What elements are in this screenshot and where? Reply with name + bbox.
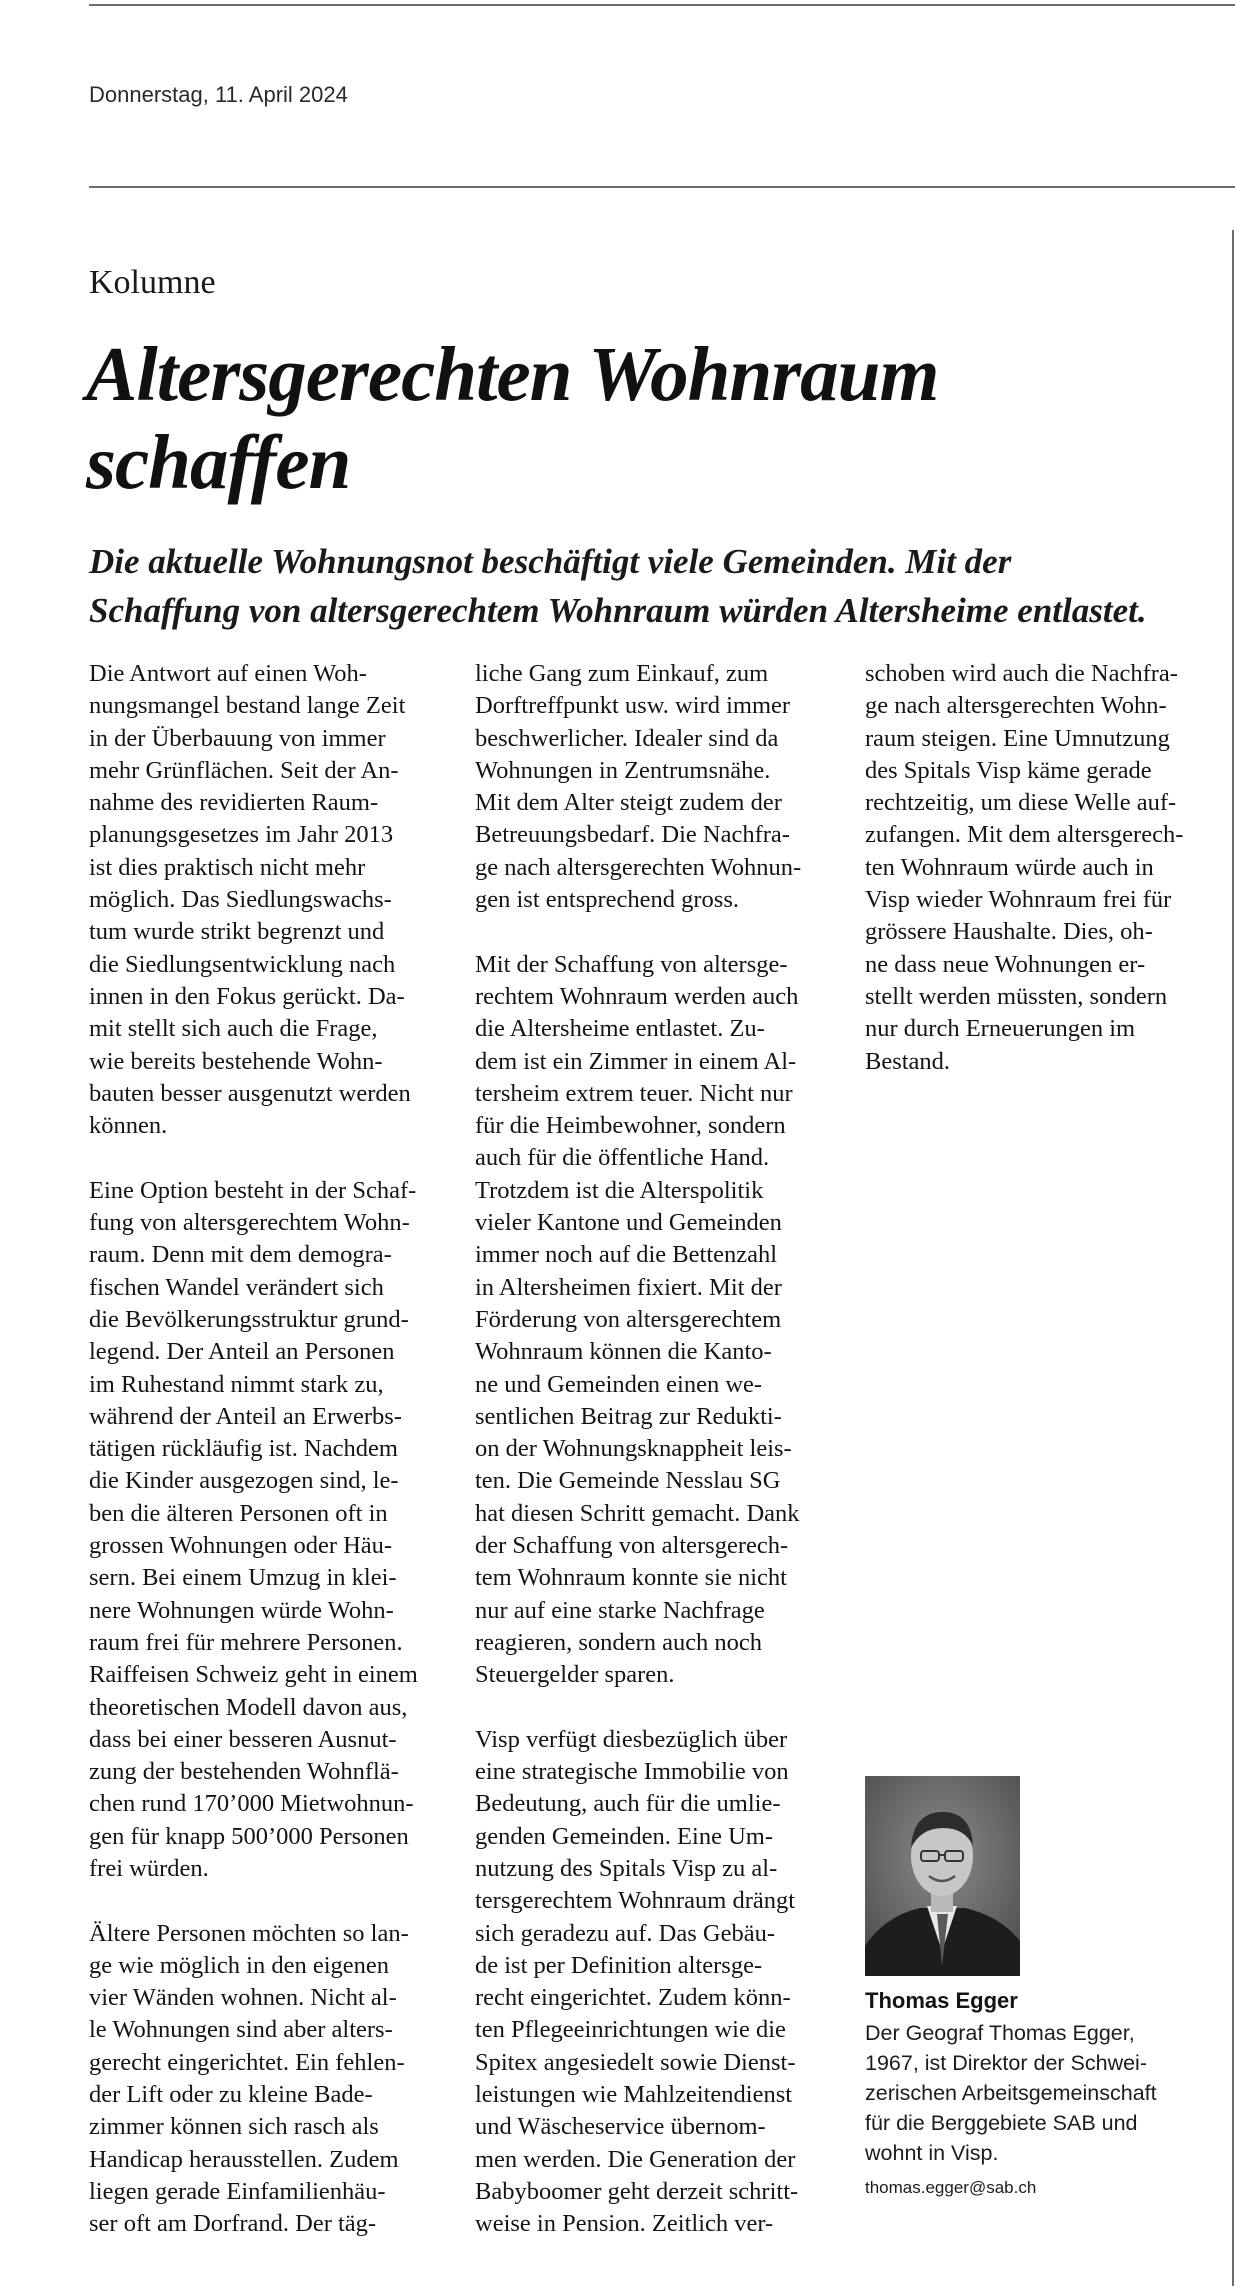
body-text-line: eine strategische Immobilie von [475,1758,789,1786]
body-text-line: der Lift oder zu kleine Bade- [89,2081,373,2109]
article-headline [86,330,1206,506]
body-text-line: liche Gang zum Einkauf, zum [475,660,769,687]
body-text-line: ten Wohnraum würde auch in [865,853,1154,881]
body-text-line: fung von altersgerechtem Wohn- [89,1209,410,1237]
body-text-line: tersgerechtem Wohnraum drängt [475,1887,796,1915]
header-divider [89,186,1235,188]
body-text-line: ge nach altersgerechten Wohnun- [475,853,802,881]
bio-line: zerischen Arbeitsgemeinschaft [865,2081,1157,2105]
body-text-line: rechtem Wohnraum werden auch [475,982,799,1010]
body-text-line: Wohnraum können die Kanto- [475,1338,772,1366]
body-text-line: zung der bestehenden Wohnflä- [89,1758,399,1786]
body-text-line: weise in Pension. Zeitlich ver- [475,2210,774,2238]
body-text-line: ser oft am Dorfrand. Der täg- [89,2210,377,2238]
lead-line: Die aktuelle Wohnungsnot beschäftigt viele Gemeinden. Mit der [89,542,1012,581]
body-text-line: sentlichen Beitrag zur Redukti- [475,1402,782,1430]
author-bio [865,2018,1225,2168]
body-text-line: in Altersheimen fixiert. Mit der [475,1273,782,1301]
body-text-line: Ältere Personen möchten so lan- [89,1919,409,1947]
body-text-line: liegen gerade Einfamilienhäu- [89,2177,386,2205]
body-text-line: für die Heimbewohner, sondern [475,1112,786,1140]
body-text-line: Handicap herausstellen. Zudem [89,2145,399,2173]
top-rule [89,4,1235,6]
page-edge-rule [1232,230,1234,2286]
body-text-line: dem ist ein Zimmer in einem Al- [475,1047,797,1075]
body-text-line: on der Wohnungsknappheit leis- [475,1435,792,1463]
body-text-line: Bedeutung, auch für die umlie- [475,1790,781,1818]
body-text-line: grössere Haushalte. Dies, oh- [865,918,1153,946]
body-text-line: ten. Die Gemeinde Nesslau SG [475,1467,781,1495]
body-text-line: tersheim extrem teuer. Nicht nur [475,1079,793,1107]
body-text-line: sern. Bei einem Umzug in klei- [89,1564,397,1592]
bio-line: 1967, ist Direktor der Schwei- [865,2051,1147,2075]
body-text-line: chen rund 170’000 Mietwohnun- [89,1790,414,1818]
body-text-line: zufangen. Mit dem altersgerech- [865,821,1184,849]
paragraph-gap [475,916,815,948]
paragraph-gap [89,1142,429,1174]
body-text-line: Wohnungen in Zentrumsnähe. [475,756,771,784]
body-text-line: raum frei für mehrere Personen. [89,1628,403,1656]
author-name: Thomas Egger [865,1988,1018,2013]
body-text-line: ist dies praktisch nicht mehr [89,853,366,881]
body-text-line: innen in den Fokus gerückt. Da- [89,982,405,1010]
body-text-line: die Bevölkerungsstruktur grund- [89,1305,409,1333]
paragraph-gap [89,1885,429,1917]
body-text-line: können. [89,1112,168,1140]
author-email: thomas.egger@sab.ch [865,2178,1037,2197]
body-text-line: fischen Wandel verändert sich [89,1273,384,1301]
body-text-line: Babyboomer geht derzeit schritt- [475,2177,799,2205]
bio-line: für die Berggebiete SAB und [865,2111,1138,2135]
headline-line: Altersgerechten Wohnraum [86,331,939,417]
body-text-line: Mit der Schaffung von altersge- [475,950,788,978]
body-text-line: nur auf eine starke Nachfrage [475,1596,765,1624]
body-text-line: Steuergelder sparen. [475,1661,675,1689]
body-text-line: nutzung des Spitals Visp zu al- [475,1854,778,1882]
body-text-line: ne und Gemeinden einen we- [475,1370,763,1398]
body-text-line: gen ist entsprechend gross. [475,886,739,914]
body-text-line: Mit dem Alter steigt zudem der [475,789,782,817]
body-text-line: de ist per Definition altersge- [475,1951,763,1979]
section-kicker: Kolumne [89,264,216,301]
body-text-line: der Schaffung von altersgerech- [475,1532,789,1560]
lead-line: Schaffung von altersgerechtem Wohnraum würden Altersheime entlastet. [89,591,1147,630]
body-text-line: zimmer können sich rasch als [89,2113,379,2141]
body-text-line: legend. Der Anteil an Personen [89,1338,395,1366]
body-text-line: während der Anteil an Erwerbs- [89,1402,402,1430]
body-text-line: die Siedlungsentwicklung nach [89,950,396,978]
text-column-2 [475,658,815,2241]
body-text-line: auch für die öffentliche Hand. [475,1144,770,1172]
body-text-line: tem Wohnraum konnte sie nicht [475,1564,787,1592]
body-text-line: rechtzeitig, um diese Welle auf- [865,789,1177,817]
body-text-line: des Spitals Visp käme gerade [865,756,1152,784]
body-text-line: ge nach altersgerechten Wohn- [865,692,1167,720]
body-text-line: ten Pflegeeinrichtungen wie die [475,2016,786,2044]
body-text-line: Eine Option besteht in der Schaf- [89,1176,417,1204]
body-text-line: wie bereits bestehende Wohn- [89,1047,383,1075]
body-text-line: tätigen rückläufig ist. Nachdem [89,1435,398,1463]
body-text-line: im Ruhestand nimmt stark zu, [89,1370,384,1398]
body-text-line: die Kinder ausgezogen sind, le- [89,1467,399,1495]
body-text-line: und Wäscheservice übernom- [475,2113,766,2141]
body-text-line: Betreuungsbedarf. Die Nachfra- [475,821,790,849]
publication-date: Donnerstag, 11. April 2024 [89,82,348,107]
body-text-line: bauten besser ausgenutzt werden [89,1079,411,1107]
body-text-line: nur durch Erneuerungen im [865,1015,1136,1043]
body-text-line: leistungen wie Mahlzeitendienst [475,2081,793,2109]
body-text-line: Trotzdem ist die Alterspolitik [475,1176,764,1204]
body-text-line: ben die älteren Personen oft in [89,1499,388,1527]
body-text-line: möglich. Das Siedlungswachs- [89,886,392,914]
body-text-line: mehr Grünflächen. Seit der An- [89,756,399,784]
body-text-line: gen für knapp 500’000 Personen [89,1822,409,1850]
body-text-line: nere Wohnungen würde Wohn- [89,1596,394,1624]
body-text-line: Die Antwort auf einen Woh- [89,660,367,687]
author-portrait [865,1776,1020,1976]
body-text-line: in der Überbauung von immer [89,724,386,752]
bio-line: Der Geograf Thomas Egger, [865,2021,1135,2045]
body-text-line: frei würden. [89,1854,209,1882]
text-column-3 [865,658,1205,1078]
body-text-line: hat diesen Schritt gemacht. Dank [475,1499,800,1527]
body-text-line: gerecht eingerichtet. Ein fehlen- [89,2048,405,2076]
body-text-line: Raiffeisen Schweiz geht in einem [89,1661,418,1689]
text-column-1 [89,658,429,2241]
body-text-line: genden Gemeinden. Eine Um- [475,1822,773,1850]
body-text-line: men werden. Die Generation der [475,2145,796,2173]
body-text-line: immer noch auf die Bettenzahl [475,1241,778,1269]
body-text-line: raum. Denn mit dem demogra- [89,1241,392,1269]
article-lead [89,537,1229,635]
body-text-line: planungsgesetzes im Jahr 2013 [89,821,394,849]
body-text-line: Visp verfügt diesbezüglich über [475,1725,788,1753]
body-text-line: vieler Kantone und Gemeinden [475,1209,782,1237]
paragraph-gap [475,1692,815,1724]
body-text-line: beschwerlicher. Idealer sind da [475,724,779,752]
body-text-line: nungsmangel bestand lange Zeit [89,692,406,720]
body-text-line: tum wurde strikt begrenzt und [89,918,385,946]
body-text-line: grossen Wohnungen oder Häu- [89,1532,393,1560]
body-text-line: sich geradezu auf. Das Gebäu- [475,1919,775,1947]
body-text-line: vier Wänden wohnen. Nicht al- [89,1984,397,2012]
body-text-line: reagieren, sondern auch noch [475,1628,763,1656]
body-text-line: mit stellt sich auch die Frage, [89,1015,378,1043]
headline-line: schaffen [86,419,351,505]
body-text-line: Förderung von altersgerechtem [475,1305,782,1333]
body-text-line: theoretischen Modell davon aus, [89,1693,408,1721]
bio-line: wohnt in Visp. [865,2141,999,2165]
body-text-line: die Altersheime entlastet. Zu- [475,1015,765,1043]
body-text-line: dass bei einer besseren Ausnut- [89,1725,397,1753]
body-text-line: recht eingerichtet. Zudem könn- [475,1984,791,2012]
body-text-line: Bestand. [865,1047,951,1075]
body-text-line: Dorftreffpunkt usw. wird immer [475,692,791,720]
body-text-line: ne dass neue Wohnungen er- [865,950,1146,978]
body-text-line: stellt werden müssten, sondern [865,982,1168,1010]
body-text-line: raum steigen. Eine Umnutzung [865,724,1170,752]
body-text-line: le Wohnungen sind aber alters- [89,2016,393,2044]
body-text-line: ge wie möglich in den eigenen [89,1951,390,1979]
body-text-line: Spitex angesiedelt sowie Dienst- [475,2048,796,2076]
body-text-line: nahme des revidierten Raum- [89,789,379,817]
body-text-line: Visp wieder Wohnraum frei für [865,886,1172,914]
body-text-line: schoben wird auch die Nachfra- [865,660,1178,687]
